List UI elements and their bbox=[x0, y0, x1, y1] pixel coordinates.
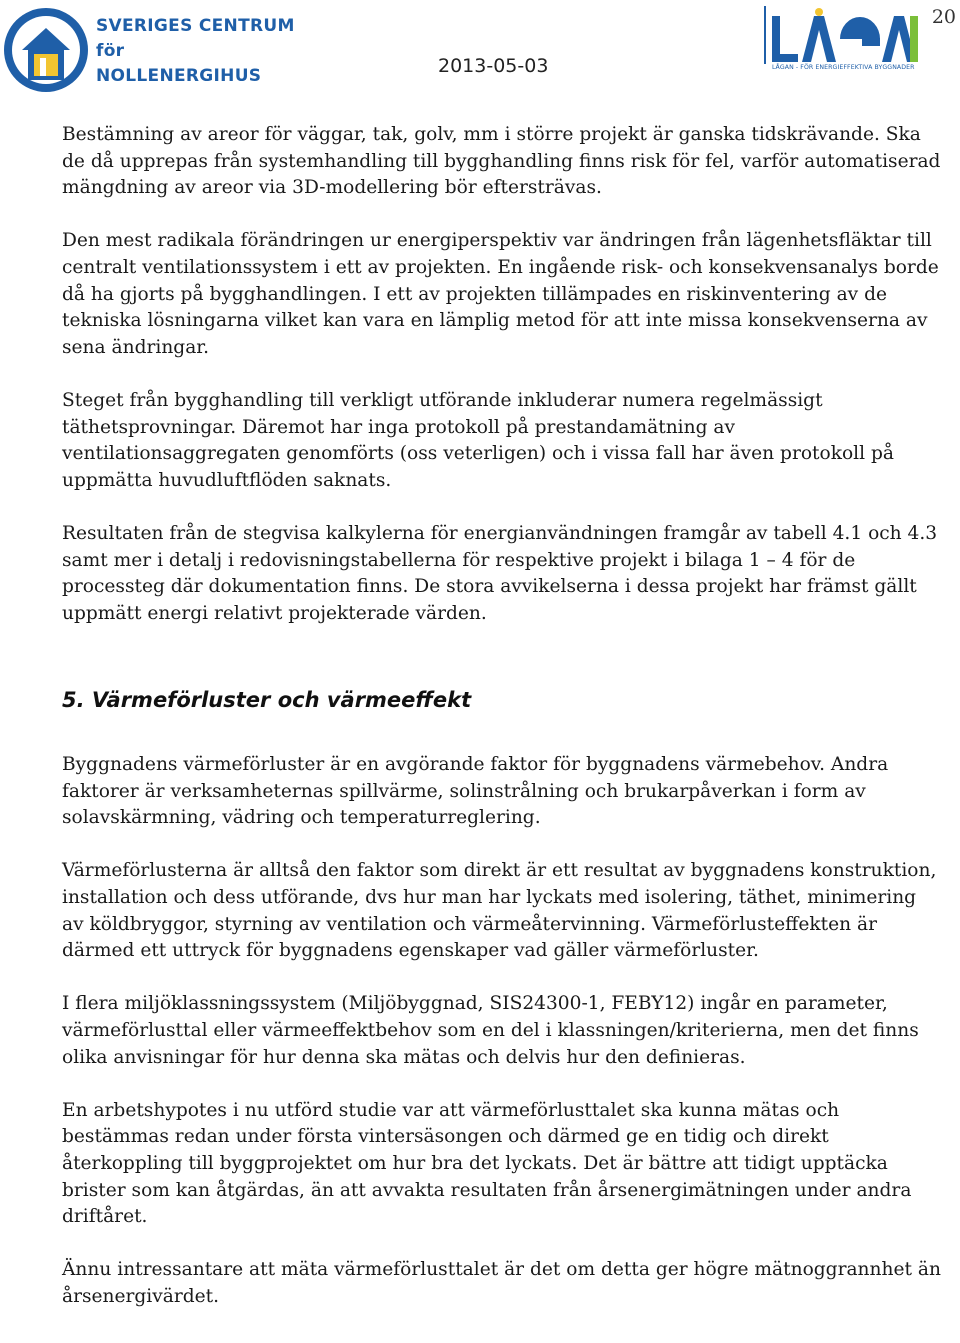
section-heading bbox=[62, 688, 471, 712]
lagan-tagline: LÅGAN - FÖR ENERGIEFFEKTIVA BYGGNADER bbox=[772, 64, 915, 71]
section-title: Värmeförluster och värmeeffekt bbox=[91, 688, 472, 712]
section-number: 5. bbox=[62, 688, 85, 712]
paragraph: Den mest radikala förändringen ur energiperspektiv var ändringen från lägenhetsfläktar till centralt ventilationssystem i ett av projekten. En ingående risk- och konsekvensanalys borde då ha gjorts på bygghandlingen. I ett av projekten tillämpades en riskinventering av de tekniska lösningarna vilket kan vara en lämplig metod för att inte missa konsekvenserna av sena ändringar. bbox=[62, 230, 939, 358]
logo-left-line-2: för bbox=[96, 41, 125, 61]
page-number: 20 bbox=[931, 6, 956, 28]
paragraph: Bestämning av areor för väggar, tak, golv, mm i större projekt är ganska tidskrävande. Ska de då upprepas från systemhandling till bygghandling finns risk för fel, varför automatiserad mängdning av areor via 3D-modellering bör eftersträvas. bbox=[62, 124, 941, 199]
body-text-before bbox=[62, 122, 942, 627]
logo-left-line-1: SVERIGES CENTRUM bbox=[96, 16, 295, 36]
body-text-after bbox=[62, 752, 942, 1310]
document-date: 2013-05-03 bbox=[438, 55, 549, 77]
paragraph: Byggnadens värmeförluster är en avgörande faktor för byggnadens värmebehov. Andra faktorer är verksamheternas spillvärme, solinstrålning och brukarpåverkan i form av solavskärmning, vädring och temperaturreglering. bbox=[62, 754, 889, 829]
logo-left-line-3: NOLLENERGIHUS bbox=[96, 66, 262, 86]
paragraph: En arbetshypotes i nu utförd studie var att värmeförlusttalet ska kunna mätas och bestämmas redan under första vintersäsongen och därmed ge en tidig och direkt återkoppling till byggprojektet om hur bra det lyckats. Det är bättre att tidigt upptäcka brister som kan åtgärdas, än att avvakta resultaten från årsenergimätningen under andra driftåret. bbox=[62, 1099, 912, 1228]
paragraph: Steget från bygghandling till verkligt utförande inkluderar numera regelmässigt täthetsprovningar. Däremot har inga protokoll på prestandamätning av ventilationsaggregaten genomförts (oss veterligen) och i vissa fall har även protokoll på uppmätta huvudluftflöden saknats. bbox=[62, 389, 894, 491]
paragraph: I flera miljöklassningssystem (Miljöbyggnad, SIS24300-1, FEBY12) ingår en parameter, värmeförlusttal eller värmeeffektbehov som en del i klassningen/kriterierna, men det finns olika anvisningar för hur denna ska mätas och delvis hur den definieras. bbox=[62, 993, 919, 1068]
paragraph: Resultaten från de stegvisa kalkylerna för energianvändningen framgår av tabell 4.1 och 4.3 samt mer i detalj i redovisningstabellerna för respektive projekt i bilaga 1 – 4 för de processteg där dokumentation finns. De stora avvikelserna i dessa projekt har främst gällt uppmätt energi relativt projekterade värden. bbox=[62, 522, 938, 624]
paragraph: Ännu intressantare att mäta värmeförlusttalet är det om detta ger högre mätnoggrannhet än årsenergivärdet. bbox=[62, 1259, 941, 1307]
paragraph: Värmeförlusterna är alltså den faktor som direkt är ett resultat av byggnadens konstruktion, installation och dess utförande, dvs hur man har lyckats med isolering, täthet, minimering av köldbryggor, styrning av ventilation och värmeåtervinning. Värmeförlusteffekten är därmed ett uttryck för byggnadens egenskaper vad gäller värmeförluster. bbox=[62, 860, 937, 962]
logo-left-text bbox=[96, 14, 295, 89]
